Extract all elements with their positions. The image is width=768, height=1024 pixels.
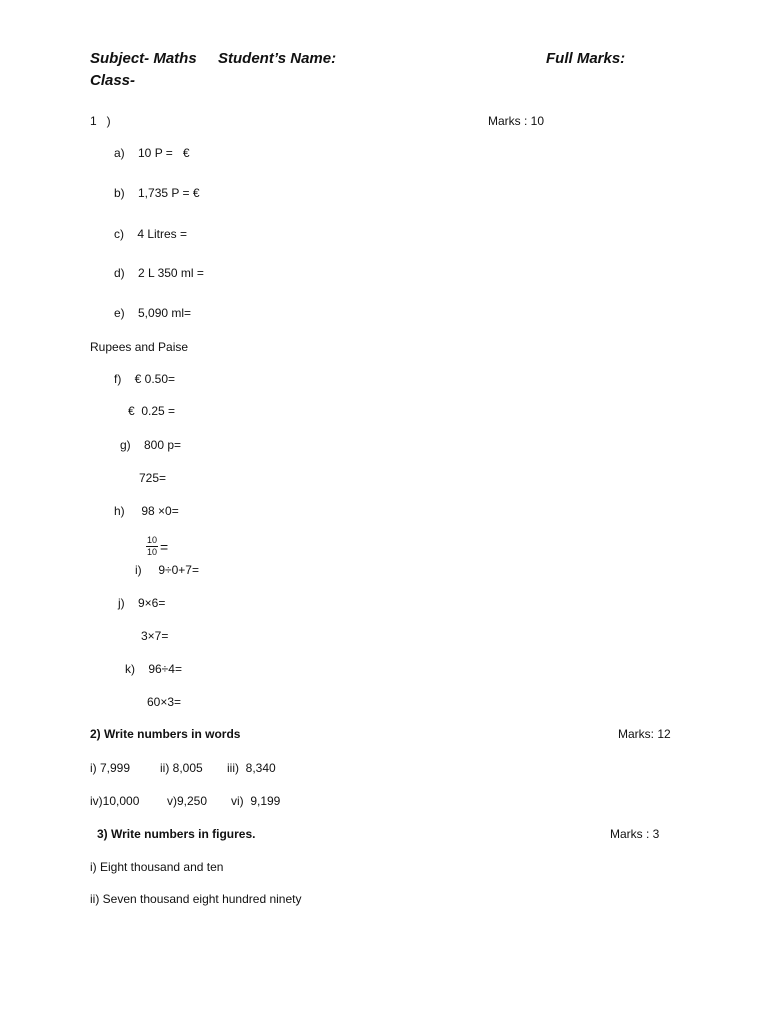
q2-item-ii: ii) 8,005 bbox=[160, 761, 203, 775]
q3-marks: Marks : 3 bbox=[610, 827, 660, 841]
q3-item-i: i) Eight thousand and ten bbox=[90, 860, 224, 874]
q1-item-j-sub: 3×7= bbox=[141, 629, 169, 643]
q1-item-k-sub: 60×3= bbox=[147, 695, 182, 709]
q3-item-ii: ii) Seven thousand eight hundred ninety bbox=[90, 892, 302, 906]
q2-item-iv: iv)10,000 bbox=[90, 794, 140, 808]
fraction-numerator: 10 bbox=[147, 535, 158, 545]
class-label: Class- bbox=[90, 72, 136, 89]
subject-label: Subject- Maths bbox=[90, 50, 197, 67]
q2-marks: Marks: 12 bbox=[618, 727, 671, 741]
q2-item-i: i) 7,999 bbox=[90, 761, 131, 775]
fraction-equals: = bbox=[160, 538, 169, 555]
q1-item-g-sub: 725= bbox=[139, 471, 167, 485]
full-marks-label: Full Marks: bbox=[546, 50, 626, 67]
q1-item-e: e) 5,090 ml= bbox=[114, 306, 192, 320]
q1-marks: Marks : 10 bbox=[488, 114, 545, 128]
fraction-expression bbox=[146, 536, 168, 557]
q2-item-vi: vi) 9,199 bbox=[231, 794, 281, 808]
q1-item-i: i) 9÷0+7= bbox=[135, 563, 199, 577]
q2-title: 2) Write numbers in words bbox=[90, 727, 241, 741]
fraction-denominator: 10 bbox=[147, 547, 158, 557]
q1-item-a: a) 10 P = € bbox=[114, 146, 190, 160]
q2-item-v: v)9,250 bbox=[167, 794, 208, 808]
q1-item-f: f) € 0.50= bbox=[114, 372, 176, 386]
q1-item-f-sub: € 0.25 = bbox=[128, 404, 176, 418]
q2-item-iii: iii) 8,340 bbox=[227, 761, 276, 775]
q1-item-c: c) 4 Litres = bbox=[114, 227, 188, 241]
q1-item-d: d) 2 L 350 ml = bbox=[114, 266, 204, 280]
q1-item-k: k) 96÷4= bbox=[125, 662, 182, 676]
student-name-label: Student’s Name: bbox=[218, 50, 337, 67]
q1-number: 1 ) bbox=[90, 114, 111, 128]
q1-item-b: b) 1,735 P = € bbox=[114, 186, 200, 200]
q1-item-h: h) 98 ×0= bbox=[114, 504, 179, 518]
q3-title: 3) Write numbers in figures. bbox=[97, 827, 256, 841]
q1-item-g: g) 800 p= bbox=[120, 438, 182, 452]
fraction bbox=[146, 536, 158, 557]
q1-item-j: j) 9×6= bbox=[118, 596, 166, 610]
section-rupees-paise: Rupees and Paise bbox=[90, 340, 189, 354]
